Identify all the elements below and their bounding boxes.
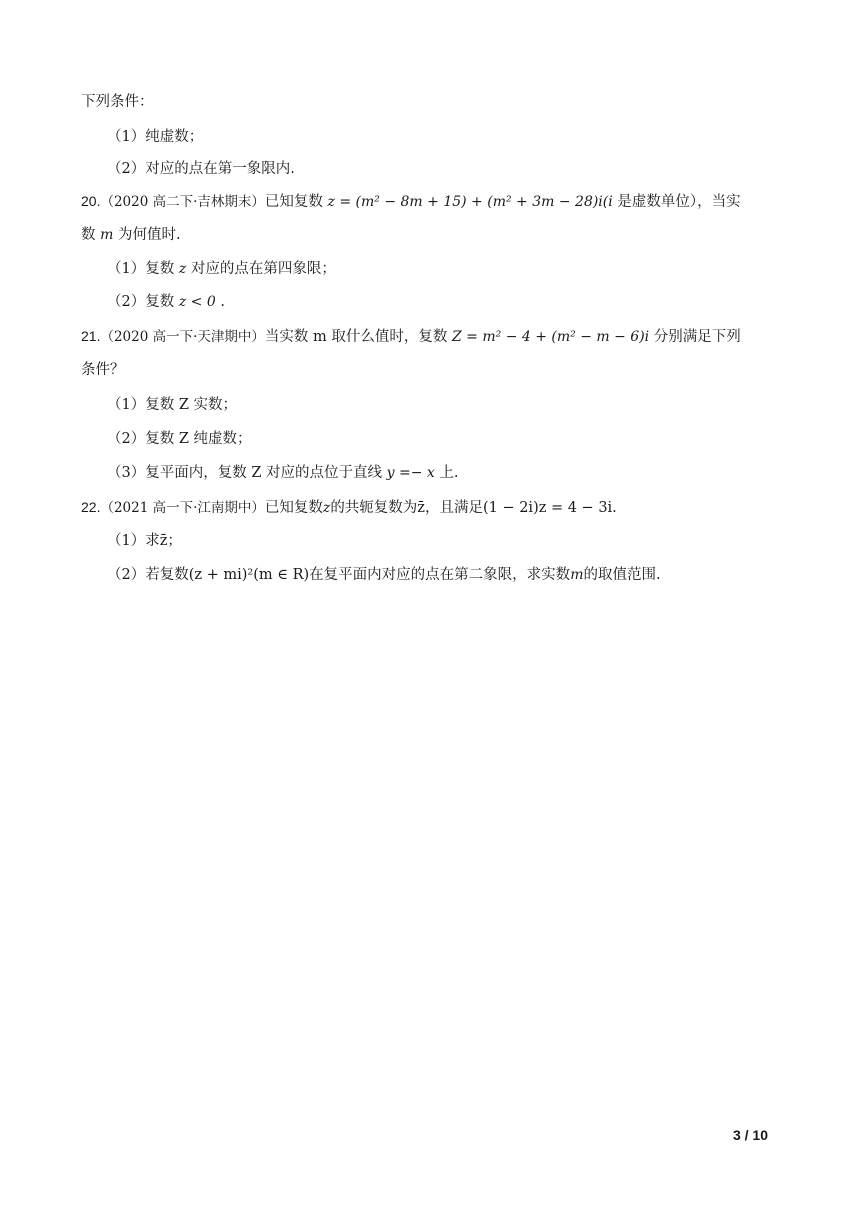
text: 的共轭复数为z̄，且满足(1 − 2i)z = 4 − 3i. (330, 500, 617, 516)
text: 分别满足下列 (649, 329, 741, 345)
math-expression: z (178, 261, 187, 277)
math-expression: m (100, 227, 114, 243)
text: 的取值范围. (583, 567, 661, 583)
text: （1）复数 Z 实数； (107, 397, 238, 413)
text: 上. (434, 465, 459, 481)
question-20-line-2 (81, 225, 181, 245)
text: 是虚数单位），当实 (612, 194, 741, 210)
question-source: （2021 高一下·江南期中） (100, 500, 265, 516)
question-22-line-1 (81, 497, 617, 518)
text: 下列条件： (81, 94, 154, 110)
text: （1）纯虚数； (107, 129, 204, 145)
math-expression: y =− x (386, 465, 435, 481)
sub-item (107, 159, 295, 179)
text: （3）复平面内，复数 Z 对应的点位于直线 (107, 465, 387, 481)
sub-item (107, 565, 661, 585)
continuation-line (81, 92, 154, 112)
text: 对应的点在第四象限； (186, 261, 336, 277)
question-20-line-1 (81, 191, 741, 212)
text: . (215, 294, 225, 310)
page-number: 3 / 10 (732, 1127, 768, 1143)
question-number: 22. (81, 499, 101, 515)
text: 当实数 m 取什么值时，复数 (264, 329, 452, 345)
text: 为何值时. (113, 227, 181, 243)
question-21-line-2 (81, 360, 125, 380)
text: 数 (81, 227, 101, 243)
text: 已知复数 (264, 194, 328, 210)
sub-item (107, 127, 203, 147)
text: （1）复数 (107, 261, 179, 277)
sub-item (107, 429, 252, 449)
text: （2）复数 (107, 294, 179, 310)
text: （1）求z̄； (107, 533, 182, 549)
text: 已知复数 (264, 500, 323, 516)
sub-item (107, 395, 237, 415)
math-expression: Z = m² − 4 + (m² − m − 6)i (452, 329, 650, 345)
sub-item (107, 463, 459, 483)
text: （2）复数 Z 纯虚数； (107, 431, 252, 447)
sub-item (107, 259, 336, 279)
text: （2）对应的点在第一象限内. (107, 161, 295, 177)
question-number: 20. (81, 193, 101, 209)
math-expression: z (322, 500, 331, 516)
math-expression: z = (m² − 8m + 15) + (m² + 3m − 28)i(i (327, 194, 613, 210)
text: （2）若复数(z + mi)²(m ∈ R)在复平面内对应的点在第二象限，求实数 (107, 567, 571, 583)
question-source: （2020 高二下·吉林期末） (100, 194, 265, 210)
question-source: （2020 高一下·天津期中） (100, 329, 265, 345)
question-number: 21. (81, 328, 101, 344)
math-expression: m (570, 567, 584, 583)
text: 条件？ (81, 362, 125, 378)
question-21-line-1 (81, 326, 741, 347)
sub-item (107, 531, 182, 551)
sub-item (107, 292, 225, 312)
math-expression: z < 0 (178, 294, 216, 310)
